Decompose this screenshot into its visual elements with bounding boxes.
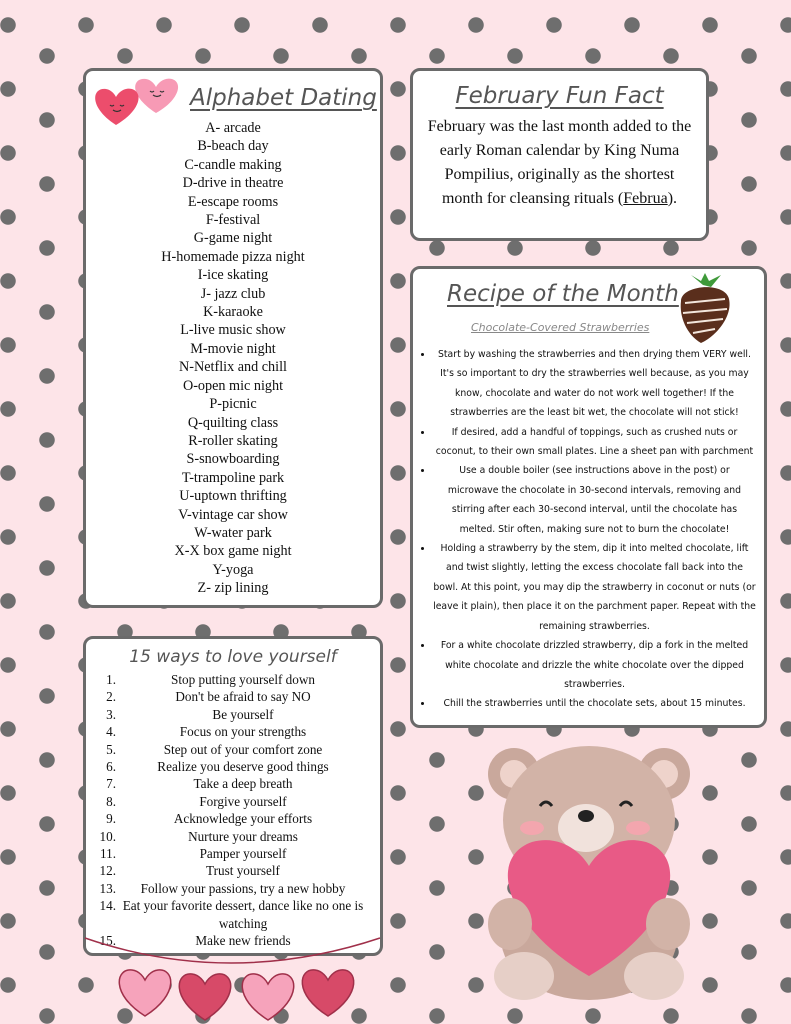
item-number: 3. <box>106 706 116 722</box>
item-number: 6. <box>106 759 116 775</box>
fun-fact-title: February Fun Fact <box>455 83 664 109</box>
fun-fact-text <box>427 115 692 211</box>
alphabet-item: N-Netflix and chill <box>179 359 287 376</box>
alphabet-item: O-open mic night <box>182 377 284 394</box>
alphabet-item: F-festival <box>205 212 261 229</box>
love-yourself-panel <box>83 636 383 956</box>
recipe-subtitle: Chocolate-Covered Strawberries <box>471 321 650 334</box>
item-text: Pamper yourself <box>199 846 287 862</box>
item-text: Nurture your dreams <box>188 828 298 844</box>
item-text: Be yourself <box>212 706 274 722</box>
love-yourself-item <box>86 723 380 740</box>
alphabet-item: T-trampoline park <box>181 469 285 486</box>
love-yourself-item <box>86 810 380 827</box>
fun-fact-body: February was the last month added to the early Roman calendar by King Numa Pompilius, originally as the shortest month for cleansing rituals ( <box>427 118 692 207</box>
love-yourself-item <box>86 688 380 705</box>
recipe-step: • Start by washing the strawberries and then drying them VERY well. It's so important to dry the strawberries well because, as you may know, chocolate and water do not work well together! If the strawberries are the least bit wet, the chocolate will not stick! <box>433 345 756 423</box>
item-number: 13. <box>99 880 116 896</box>
item-text: Make new friends <box>195 933 291 949</box>
item-number: 2. <box>106 689 116 705</box>
recipe-steps <box>417 345 756 714</box>
love-yourself-list <box>86 671 380 950</box>
alphabet-item: K-karaoke <box>203 304 263 321</box>
alphabet-title: Alphabet Dating <box>190 85 377 111</box>
alphabet-item: G-game night <box>193 230 273 247</box>
alphabet-item: J- jazz club <box>200 285 266 302</box>
item-text: Don't be afraid to say NO <box>175 689 311 705</box>
alphabet-item: Y-yoga <box>212 561 254 578</box>
teddy-bear-heart-icon <box>486 738 692 1004</box>
alphabet-item: D-drive in theatre <box>182 175 284 192</box>
chocolate-strawberry-icon <box>671 273 735 345</box>
alphabet-dating-panel <box>83 68 383 608</box>
recipe-step: • Use a double boiler (see instructions above in the post) or microwave the chocolate in 30-second intervals, removing and stirring after each 30-second interval, until the chocolate has melted. Stir often, making sure not to burn the chocolate! <box>433 461 756 539</box>
item-text: Acknowledge your efforts <box>173 811 313 827</box>
item-text: Take a deep breath <box>193 776 293 792</box>
item-number: 12. <box>99 863 116 879</box>
item-text: Stop putting yourself down <box>171 672 315 687</box>
item-text: Eat your favorite dessert, dance like no one is watching <box>122 898 364 931</box>
love-yourself-item <box>86 793 380 810</box>
item-number: 4. <box>106 724 116 740</box>
item-text: Realize you deserve good things <box>157 759 329 775</box>
item-text: Trust yourself <box>206 863 280 879</box>
alphabet-item: V-vintage car show <box>178 506 288 523</box>
alphabet-item: P-picnic <box>209 396 257 413</box>
alphabet-list <box>86 119 380 598</box>
alphabet-item: I-ice skating <box>197 267 269 284</box>
alphabet-item: X-X box game night <box>174 543 292 560</box>
recipe-panel <box>410 266 767 728</box>
item-number: 5. <box>106 741 116 757</box>
love-yourself-item <box>86 828 380 845</box>
love-yourself-title: 15 ways to love yourself <box>129 647 337 667</box>
alphabet-item: C-candle making <box>184 156 282 173</box>
item-number: 14. <box>99 898 116 914</box>
heart-garland-icon <box>80 928 390 1024</box>
love-yourself-item <box>86 845 380 862</box>
love-yourself-item <box>86 758 380 775</box>
love-yourself-item <box>86 741 380 758</box>
item-text: Focus on your strengths <box>179 724 307 740</box>
alphabet-item: Q-quilting class <box>187 414 279 431</box>
alphabet-item: A- arcade <box>205 120 261 136</box>
item-text: Step out of your comfort zone <box>163 741 323 757</box>
fun-fact-end: ). <box>667 190 678 207</box>
recipe-title: Recipe of the Month <box>447 281 679 307</box>
alphabet-item: B-beach day <box>197 138 269 155</box>
love-yourself-item <box>86 880 380 897</box>
love-yourself-item <box>86 862 380 879</box>
alphabet-item: M-movie night <box>190 340 276 357</box>
recipe-step: • If desired, add a handful of toppings, such as crushed nuts or coconut, to their own small plates. Line a sheet pan with parchment <box>433 423 756 462</box>
recipe-step: • For a white chocolate drizzled strawberry, dip a fork in the melted white chocolate and drizzle the white chocolate over the dipped strawberries. <box>433 636 756 694</box>
alphabet-item: R-roller skating <box>188 432 278 449</box>
februa-term: Februa <box>623 190 668 207</box>
recipe-step: • Holding a strawberry by the stem, dip it into melted chocolate, lift and twist slightly, letting the excess chocolate fall back into the bowl. At this point, you may dip the strawberry in coconut or nuts (or leave it plain), then place it on the parchment paper. Repeat with the remaining strawberries. <box>433 539 756 636</box>
love-yourself-item <box>86 775 380 792</box>
fun-fact-panel <box>410 68 709 241</box>
love-yourself-item <box>86 671 380 688</box>
item-number: 8. <box>106 793 116 809</box>
alphabet-item: S-snowboarding <box>186 451 280 468</box>
item-text: Forgive yourself <box>199 793 287 809</box>
alphabet-item: W-water park <box>194 524 272 541</box>
alphabet-item: H-homemade pizza night <box>161 248 305 265</box>
item-number: 15. <box>99 933 116 949</box>
item-number: 10. <box>99 828 116 844</box>
love-yourself-item <box>86 706 380 723</box>
recipe-step: • Chill the strawberries until the chocolate sets, about 15 minutes. <box>433 694 756 713</box>
item-number: 11. <box>100 846 116 862</box>
item-number: 9. <box>106 811 116 827</box>
alphabet-item: L-live music show <box>180 322 286 339</box>
item-number: 1. <box>106 672 116 687</box>
alphabet-item: Z- zip lining <box>197 580 269 597</box>
alphabet-item: U-uptown thrifting <box>179 488 287 505</box>
item-number: 7. <box>106 776 116 792</box>
item-text: Follow your passions, try a new hobby <box>140 880 346 896</box>
alphabet-item: E-escape rooms <box>187 193 279 210</box>
love-yourself-item <box>86 897 380 932</box>
